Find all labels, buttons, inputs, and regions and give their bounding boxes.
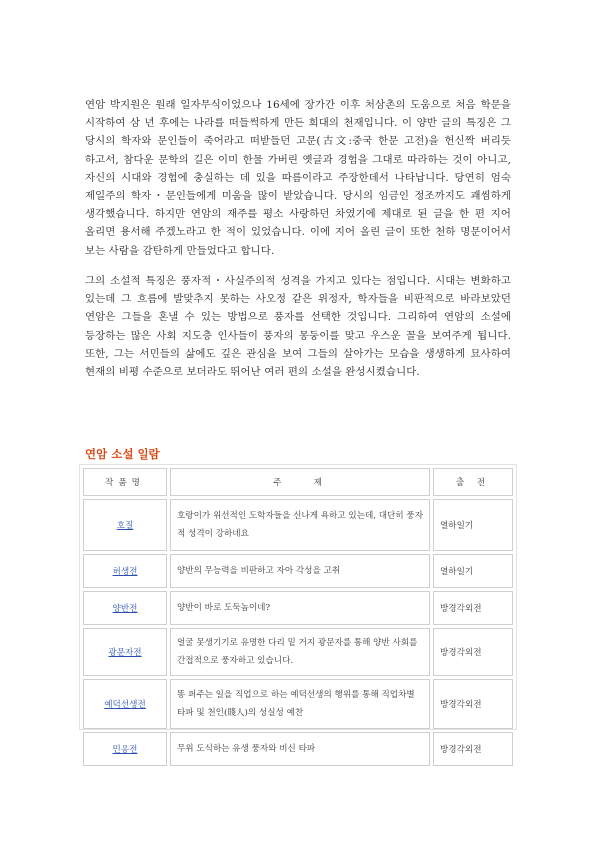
work-link-gwangmunjajeon[interactable]: 광문자전 — [108, 648, 142, 658]
header-theme: 주 제 — [170, 468, 430, 496]
theme-cell: 양반의 무능력을 비판하고 자아 각성을 고취 — [170, 554, 430, 588]
table-row — [83, 732, 513, 766]
source-cell: 열하일기 — [433, 499, 513, 551]
work-name-cell — [83, 554, 167, 588]
source-cell: 방경각외전 — [433, 591, 513, 625]
table-row — [83, 499, 513, 551]
theme-cell: 호랑이가 위선적인 도학자들을 신나게 욕하고 있는데, 대단히 풍자적 성격이 강하네요 — [170, 499, 430, 551]
work-name-cell — [83, 499, 167, 551]
intro-paragraph: 연암 박지원은 원래 일자무식이었으나 16세에 장가간 이후 처삼촌의 도움으로 처음 학문을 시작하여 삼 년 후에는 나라를 떠들썩하게 만든 희대의 천재입니다. 이 양반 글의 특징은 그 당시의 학자와 문인들이 죽어라고 떠받들던 고문(古文:중국 한문 고전)을 헌신짝 버리듯 하고서, 참다운 문학의 길은 이미 한물 가버린 옛글과 경험을 그대로 따라하는 것이 아니고, 자신의 시대와 경험에 충실하는 데 있을 따름이라고 주장한데서 나타납니다. 당연히 엄숙 제일주의 학자・문인들에게 미움을 많이 받았습니다. 당시의 임금인 정조까지도 괘씸하게 생각했습니다. 하지만 연암의 재주를 평소 사랑하던 차였기에 제대로 된 글을 한 편 지어 올리면 용서해 주겠노라고 한 적이 있었습니다. 이에 지어 올린 글이 또한 천하 명문이어서 보는 사람을 감탄하게 만들었다고 합니다. — [85, 99, 511, 257]
table-header-row — [83, 468, 513, 496]
source-cell: 방경각외전 — [433, 732, 513, 766]
table-row — [83, 554, 513, 588]
table-row — [83, 679, 513, 729]
header-source: 출 전 — [433, 468, 513, 496]
header-title: 작품명 — [83, 468, 167, 496]
work-link-minongjeon[interactable]: 민옹전 — [112, 745, 138, 755]
work-link-yangbanjeon[interactable]: 양반전 — [112, 604, 138, 614]
work-link-heosaengjeon[interactable]: 허생전 — [112, 567, 138, 577]
source-cell: 방경각외전 — [433, 628, 513, 676]
theme-cell: 양반이 바로 도둑놈이네? — [170, 591, 430, 625]
work-name-cell — [83, 679, 167, 729]
table-row — [83, 591, 513, 625]
source-cell: 열하일기 — [433, 554, 513, 588]
work-name-cell — [83, 591, 167, 625]
section-title: 연암 소설 일람 — [85, 447, 160, 461]
work-link-hojil[interactable]: 호질 — [116, 521, 134, 531]
novel-features-paragraph: 그의 소설적 특징은 풍자적・사실주의적 성격을 가지고 있다는 점입니다. 시대는 변화하고 있는데 그 흐름에 발맞추지 못하는 사오정 같은 위정자, 학자들을 비판적으로 바라보았던 연암은 그들을 혼낼 수 있는 방법으로 풍자를 선택한 것입니다. 그리하여 연암의 소설에 등장하는 많은 사회 지도층 인사들이 풍자의 몽둥이를 맞고 우스운 꼴을 보여주게 됩니다. 또한, 그는 서민들의 삶에도 깊은 관심을 보여 그들의 살아가는 모습을 생생하게 묘사하여 현재의 비평 수준으로 보더라도 뛰어난 여러 편의 소설을 완성시켰습니다. — [85, 275, 511, 379]
novel-list-table — [79, 464, 517, 755]
theme-cell: 무위 도식하는 유생 풍자와 비신 타파 — [170, 732, 430, 766]
theme-cell: 얼굴 못생기기로 유명한 다리 밑 거지 광문자를 통해 양반 사회를 간접적으로 풍자하고 있습니다. — [170, 628, 430, 676]
work-link-yedeokseonsaengjeon[interactable]: 예덕선생전 — [104, 700, 146, 710]
theme-cell: 똥 퍼주는 일을 직업으로 하는 예덕선생의 행위를 통해 직업차별 타파 및 천인(賤人)의 성실성 예찬 — [170, 679, 430, 729]
work-name-cell — [83, 628, 167, 676]
source-cell: 방경각외전 — [433, 679, 513, 729]
work-name-cell — [83, 732, 167, 766]
table-row — [83, 628, 513, 676]
